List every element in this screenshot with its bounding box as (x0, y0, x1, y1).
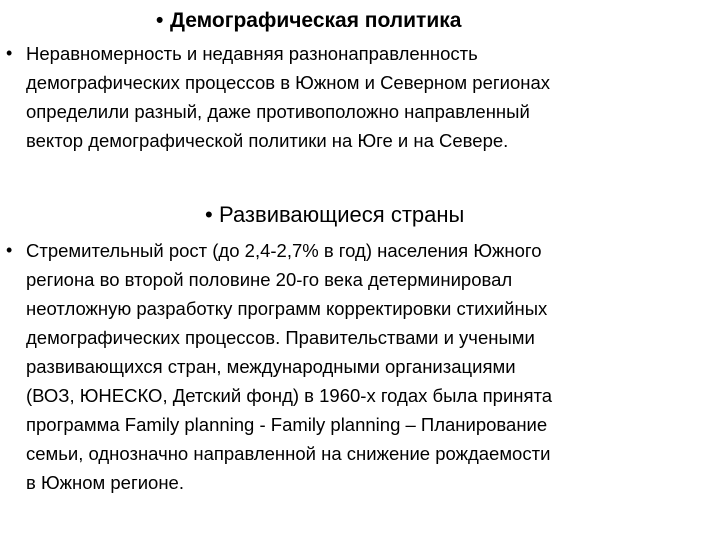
heading-text: Развивающиеся страны (219, 202, 465, 227)
section-heading-developing-countries (205, 202, 464, 228)
paragraph-developing-countries (6, 236, 716, 497)
paragraph-line: Неравномерность и недавняя разнонаправленность (26, 43, 478, 64)
paragraph-line: Стремительный рост (до 2,4-2,7% в год) населения Южного (26, 240, 542, 261)
paragraph-line: определили разный, даже противоположно направленный (26, 101, 530, 122)
paragraph-line: в Южном регионе. (26, 472, 184, 493)
paragraph-line: демографических процессов в Южном и Северном регионах (26, 72, 550, 93)
paragraph-line: программа Family planning - Family planning – Планирование (26, 414, 548, 435)
paragraph-line: семьи, однозначно направленной на снижение рождаемости (26, 443, 551, 464)
paragraph-line: развивающихся стран, международными организациями (26, 356, 516, 377)
bullet-icon: • (205, 202, 213, 227)
paragraph-demographic-policy (6, 39, 716, 155)
paragraph-line: неотложную разработку программ корректировки стихийных (26, 298, 548, 319)
paragraph-line: региона во второй половине 20-го века детерминировал (26, 269, 513, 290)
bullet-icon: • (156, 9, 164, 32)
paragraph-line: (ВОЗ, ЮНЕСКО, Детский фонд) в 1960-х годах была принята (26, 385, 553, 406)
bullet-icon: • (6, 240, 13, 260)
bullet-icon: • (6, 43, 13, 63)
paragraph-line: демографических процессов. Правительствами и учеными (26, 327, 535, 348)
section-heading-demographic-policy (156, 8, 461, 34)
paragraph-line: вектор демографической политики на Юге и на Севере. (26, 130, 509, 151)
heading-text: Демографическая политика (170, 9, 462, 32)
